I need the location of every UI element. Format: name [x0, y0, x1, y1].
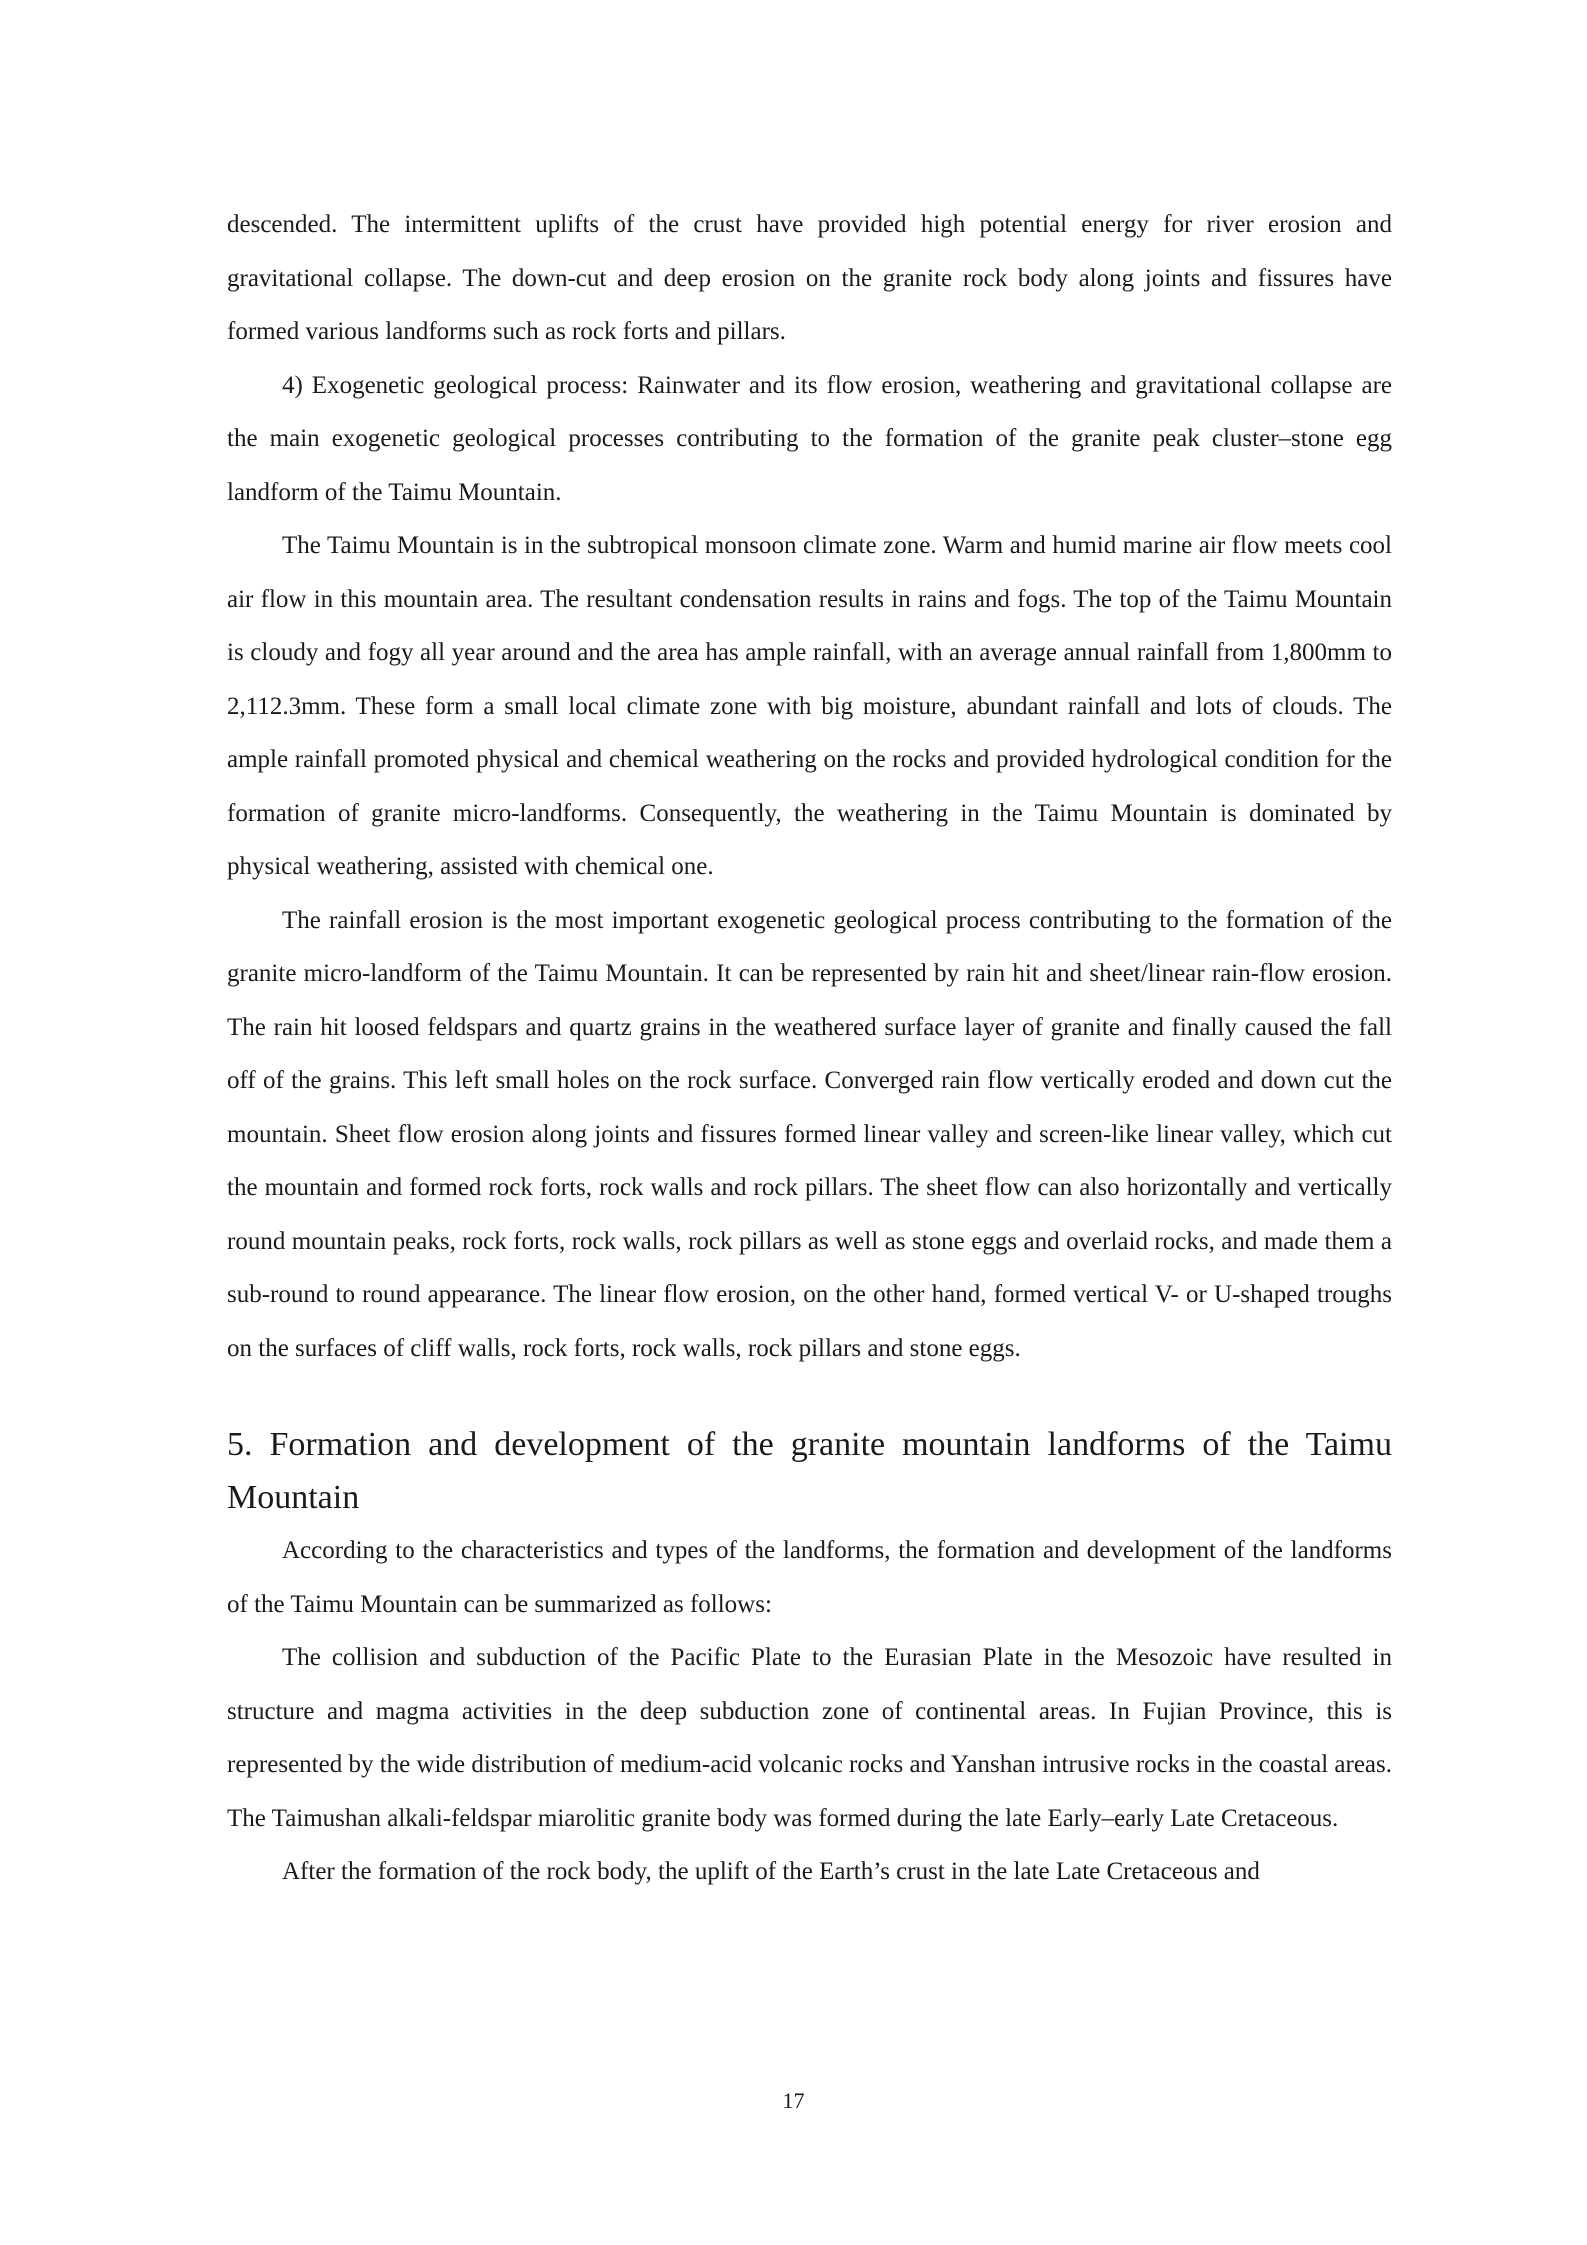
- paragraph: After the formation of the rock body, the uplift of the Earth’s crust in the late Late Cretaceous and: [282, 1858, 1260, 1885]
- paragraph: descended. The intermittent uplifts of the crust have provided high potential energy for river erosion and gravitational collapse. The down-cut and deep erosion on the granite rock body along joints and fissures have formed various landforms such as rock forts and pillars.: [227, 211, 1392, 345]
- document-page: [227, 198, 1392, 1899]
- paragraph: The Taimu Mountain is in the subtropical monsoon climate zone. Warm and humid marine air flow meets cool air flow in this mountain area. The resultant condensation results in rains and fogs. The top of the Taimu Mountain is cloudy and fogy all year around and the area has ample rainfall, with an average annual rainfall from 1,800mm to 2,112.3mm. These form a small local climate zone with big moisture, abundant rainfall and lots of clouds. The ample rainfall promoted physical and chemical weathering on the rocks and provided hydrological condition for the formation of granite micro-landforms. Consequently, the weathering in the Taimu Mountain is dominated by physical weathering, assisted with chemical one.: [227, 532, 1392, 880]
- section-heading: 5. Formation and development of the granite mountain landforms of the Taimu Mountain: [227, 1426, 1392, 1516]
- page-number: 17: [782, 2088, 805, 2113]
- paragraph: The rainfall erosion is the most important exogenetic geological process contributing to the formation of the granite micro-landform of the Taimu Mountain. It can be represented by rain hit and sheet/linear rain-flow erosion. The rain hit loosed feldspars and quartz grains in the weathered surface layer of granite and finally caused the fall off of the grains. This left small holes on the rock surface. Converged rain flow vertically eroded and down cut the mountain. Sheet flow erosion along joints and fissures formed linear valley and screen-like linear valley, which cut the mountain and formed rock forts, rock walls and rock pillars. The sheet flow can also horizontally and vertically round mountain peaks, rock forts, rock walls, rock pillars as well as stone eggs and overlaid rocks, and made them a sub-round to round appearance. The linear flow erosion, on the other hand, formed vertical V- or U-shaped troughs on the surfaces of cliff walls, rock forts, rock walls, rock pillars and stone eggs.: [227, 906, 1392, 1362]
- paragraph: According to the characteristics and types of the landforms, the formation and development of the landforms of the Taimu Mountain can be summarized as follows:: [227, 1537, 1392, 1618]
- paragraph: 4) Exogenetic geological process: Rainwater and its flow erosion, weathering and gravitational collapse are the main exogenetic geological processes contributing to the formation of the granite peak cluster–stone egg landform of the Taimu Mountain.: [227, 371, 1392, 506]
- paragraph: The collision and subduction of the Pacific Plate to the Eurasian Plate in the Mesozoic have resulted in structure and magma activities in the deep subduction zone of continental areas. In Fujian Province, this is represented by the wide distribution of medium-acid volcanic rocks and Yanshan intrusive rocks in the coastal areas. The Taimushan alkali-feldspar miarolitic granite body was formed during the late Early–early Late Cretaceous.: [227, 1644, 1392, 1832]
